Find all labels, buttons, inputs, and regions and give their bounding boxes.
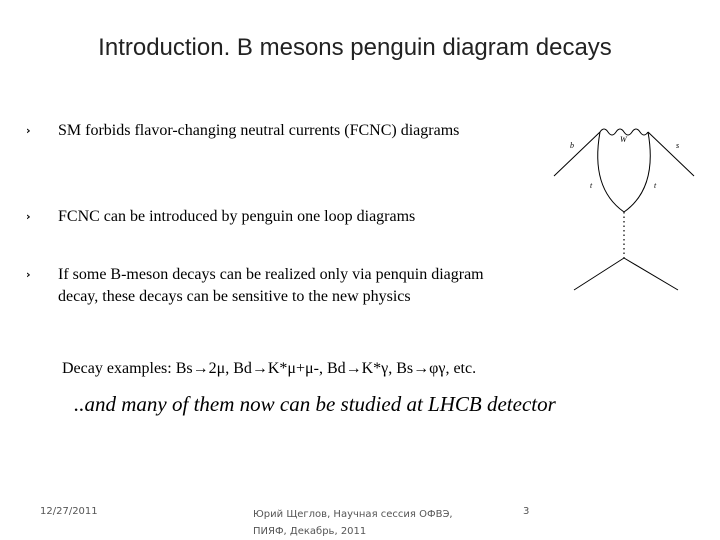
label-t-left: t	[590, 181, 593, 190]
label-b: b	[570, 141, 574, 150]
bullet-arrow-icon: ›	[26, 124, 31, 137]
bullet-text: If some B-meson decays can be realized only via penquin diagram decay, these decays can be sensitive to the new physics	[58, 266, 484, 305]
top-loop-left	[598, 132, 624, 212]
final-line-left	[574, 258, 624, 290]
bullet-arrow-icon: ›	[26, 210, 31, 223]
final-line-right	[624, 258, 678, 290]
lhcb-note: ..and many of them now can be studied at LHCB detector	[74, 392, 556, 416]
s-quark-line	[648, 132, 694, 176]
page-number: 3	[523, 506, 530, 517]
top-loop-right	[624, 132, 650, 212]
bullet-text: SM forbids flavor-changing neutral currents (FCNC) diagrams	[58, 122, 460, 139]
label-s: s	[676, 141, 680, 150]
footer-author	[253, 506, 473, 540]
decay-examples: Decay examples: Bs→2μ, Bd→K*μ+μ-, Bd→K*γ, Bs→φγ, etc.	[62, 360, 477, 377]
bullet-arrow-icon: ›	[26, 268, 31, 281]
bullet-text: FCNC can be introduced by penguin one loop diagrams	[58, 208, 416, 225]
penguin-diagram	[550, 118, 710, 298]
label-t-right: t	[654, 181, 657, 190]
b-quark-line	[554, 132, 600, 176]
footer-author-line: ПИЯФ, Декабрь, 2011	[253, 526, 367, 537]
slide-title: Introduction. B mesons penguin diagram decays	[98, 34, 612, 61]
footer-date: 12/27/2011	[40, 506, 98, 517]
label-w: W	[620, 135, 627, 144]
footer-author-line: Юрий Щеглов, Научная сессия ОФВЭ,	[253, 509, 453, 520]
